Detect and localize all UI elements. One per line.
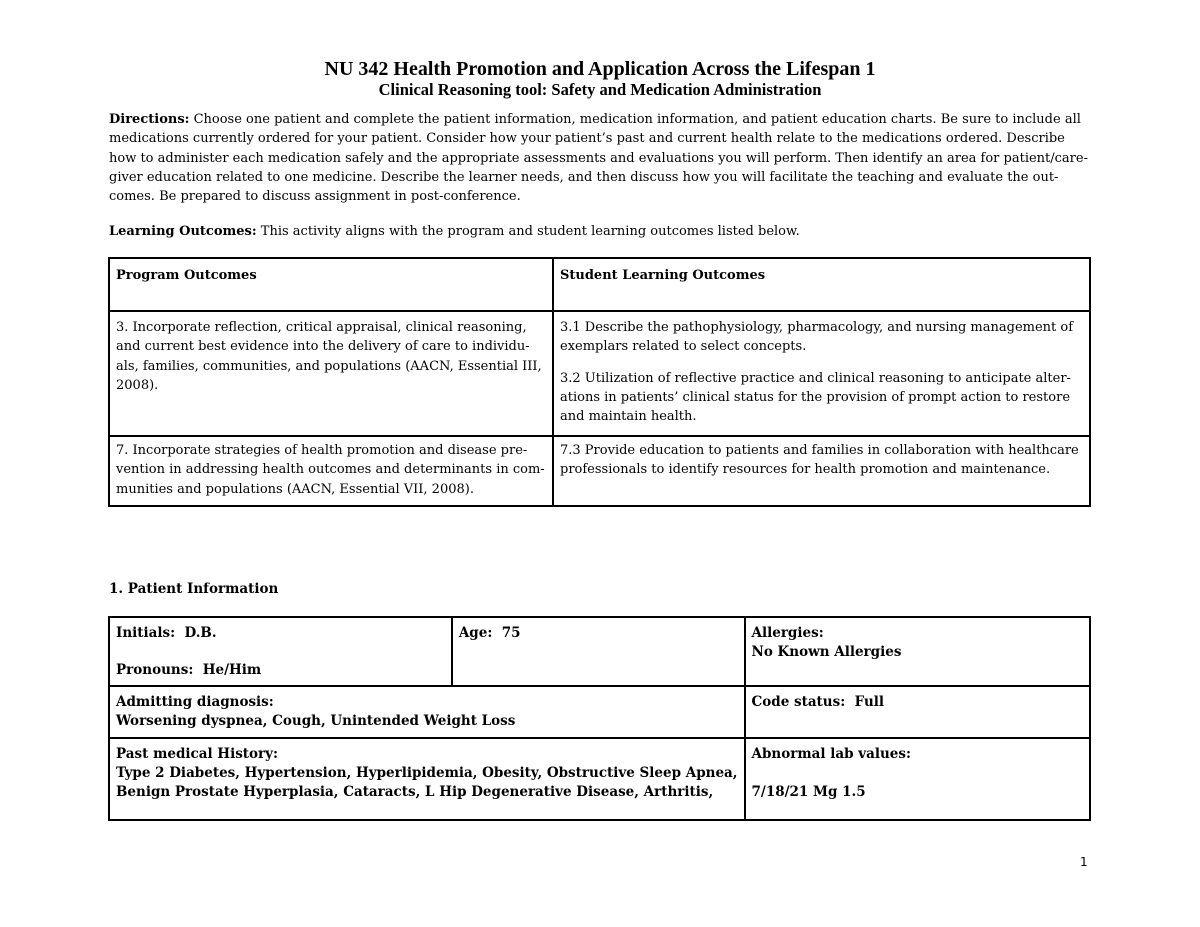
abnormal-lab-values-value: 7/18/21 Mg 1.5 bbox=[751, 784, 866, 800]
admitting-diagnosis-label: Admitting diagnosis: bbox=[116, 694, 274, 710]
initials-label: Initials: bbox=[116, 625, 176, 641]
allergies-value: No Known Allergies bbox=[751, 644, 902, 660]
pronouns-value: He/Him bbox=[202, 662, 262, 678]
allergies-label: Allergies: bbox=[751, 625, 824, 641]
program-outcome-cell: 3. Incorporate reflection, critical appraisal, clinical reasoning, and current best evidence into the delivery of care to individu-als, families, communities, and populations (AACN, Essential III, 2008). bbox=[109, 311, 553, 436]
abnormal-lab-values-cell bbox=[745, 738, 1091, 820]
admitting-diagnosis-cell bbox=[109, 686, 745, 738]
program-outcome-cell: 7. Incorporate strategies of health promotion and disease pre-vention in addressing health outcomes and determinants in com-munities and populations (AACN, Essential VII, 2008). bbox=[109, 436, 553, 506]
admitting-diagnosis-value: Worsening dyspnea, Cough, Unintended Weight Loss bbox=[116, 713, 516, 729]
student-outcome-item: 7.3 Provide education to patients and families in collaboration with healthcare professionals to identify resources for health promotion and maintenance. bbox=[560, 443, 1079, 478]
student-outcome-item: 3.1 Describe the pathophysiology, pharmacology, and nursing management of exemplars related to select concepts. bbox=[560, 320, 1074, 355]
code-status-value: Full bbox=[854, 694, 885, 710]
table-row bbox=[109, 738, 1090, 820]
student-outcome-cell bbox=[553, 436, 1090, 506]
initials-value: D.B. bbox=[184, 625, 217, 641]
past-medical-history-label: Past medical History: bbox=[116, 746, 278, 762]
document-subtitle: Clinical Reasoning tool: Safety and Medication Administration bbox=[378, 80, 822, 99]
page-number: 1 bbox=[1080, 855, 1088, 869]
student-outcomes-header: Student Learning Outcomes bbox=[553, 258, 1090, 311]
student-outcome-cell bbox=[553, 311, 1090, 436]
patient-information-table bbox=[108, 616, 1091, 821]
past-medical-history-line: Type 2 Diabetes, Hypertension, Hyperlipidemia, Obesity, Obstructive Sleep Apnea, bbox=[116, 765, 738, 781]
directions-paragraph bbox=[109, 110, 1094, 206]
table-row bbox=[109, 436, 1090, 506]
learning-outcomes-label: Learning Outcomes: bbox=[109, 224, 257, 239]
table-header-row bbox=[109, 258, 1090, 311]
directions-text: Choose one patient and complete the patient information, medication information, and patient education charts. Be sure to include all medications currently ordered for your patient. Consider how your patient’s past and current health relate to the medications ordered. Describe how to administer each medication safely and the appropriate assessments and evaluations you will perform. Then identify an area for patient/care-giver education related to one medicine. Describe the learner needs, and then discuss how you will facilitate the teaching and evaluate the out-comes. Be prepared to discuss assignment in post-conference. bbox=[109, 112, 1088, 205]
age-label: Age: bbox=[458, 625, 493, 641]
learning-outcomes-text: This activity aligns with the program and student learning outcomes listed below. bbox=[256, 224, 800, 239]
document-title: NU 342 Health Promotion and Application Across the Lifespan 1 bbox=[324, 58, 876, 80]
age-value: 75 bbox=[501, 625, 521, 641]
past-medical-history-line: Benign Prostate Hyperplasia, Cataracts, L Hip Degenerative Disease, Arthritis, bbox=[116, 784, 714, 800]
table-row bbox=[109, 311, 1090, 436]
directions-label: Directions: bbox=[109, 112, 190, 127]
past-medical-history-cell bbox=[109, 738, 745, 820]
table-row bbox=[109, 686, 1090, 738]
code-status-label: Code status: bbox=[751, 694, 846, 710]
table-row bbox=[109, 617, 1090, 686]
code-status-cell bbox=[745, 686, 1091, 738]
patient-information-heading: 1. Patient Information bbox=[109, 581, 279, 597]
abnormal-lab-values-label: Abnormal lab values: bbox=[751, 746, 911, 762]
outcomes-table bbox=[108, 257, 1091, 507]
allergies-cell bbox=[745, 617, 1091, 686]
learning-outcomes-paragraph bbox=[109, 222, 1094, 241]
initials-cell bbox=[109, 617, 452, 686]
program-outcomes-header: Program Outcomes bbox=[109, 258, 553, 311]
age-cell bbox=[452, 617, 745, 686]
student-outcome-item: 3.2 Utilization of reflective practice and clinical reasoning to anticipate alter-ations in patients’ clinical status for the provision of prompt action to restore and maintain health. bbox=[560, 370, 1071, 425]
pronouns-label: Pronouns: bbox=[116, 662, 194, 678]
